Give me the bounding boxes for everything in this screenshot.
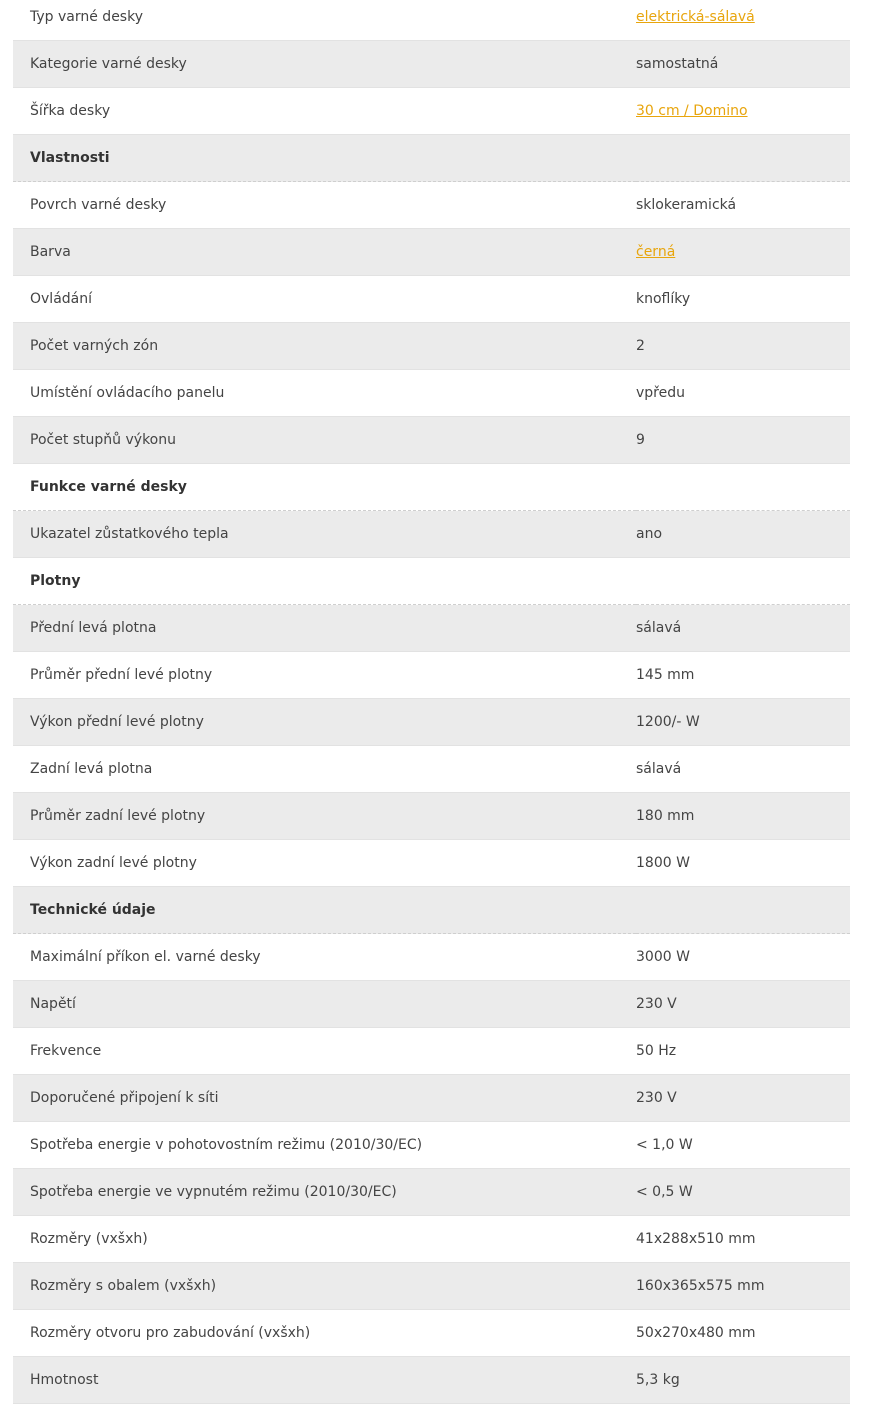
spec-row <box>13 1028 850 1075</box>
spec-row <box>13 746 850 793</box>
spec-value: 50 Hz <box>636 1043 677 1059</box>
spec-value: sklokeramická <box>636 197 737 213</box>
spec-value-cell <box>636 652 850 699</box>
spec-value: 230 V <box>636 996 677 1012</box>
spec-value: 230 V <box>636 1090 677 1106</box>
spec-row <box>13 699 850 746</box>
spec-label: Maximální příkon el. varné desky <box>13 934 636 981</box>
spec-label: Rozměry otvoru pro zabudování (vxšxh) <box>13 1310 636 1357</box>
spec-row <box>13 981 850 1028</box>
spec-value-cell <box>636 1122 850 1169</box>
spec-row <box>13 1169 850 1216</box>
spec-label: Kategorie varné desky <box>13 41 636 88</box>
spec-label: Výkon zadní levé plotny <box>13 840 636 887</box>
spec-value: 50x270x480 mm <box>636 1325 756 1341</box>
spec-value: < 0,5 W <box>636 1184 693 1200</box>
spec-value-cell <box>636 1075 850 1122</box>
spec-row <box>13 1263 850 1310</box>
spec-label: Přední levá plotna <box>13 605 636 652</box>
spec-label: Umístění ovládacího panelu <box>13 370 636 417</box>
spec-table-body <box>13 0 850 1404</box>
section-title: Technické údaje <box>13 887 850 934</box>
spec-value-cell <box>636 511 850 558</box>
spec-value-link[interactable]: černá <box>636 244 676 260</box>
spec-row <box>13 1310 850 1357</box>
spec-value-cell <box>636 1263 850 1310</box>
spec-label: Doporučené připojení k síti <box>13 1075 636 1122</box>
spec-value-cell <box>636 934 850 981</box>
spec-value: ano <box>636 526 663 542</box>
spec-value: 180 mm <box>636 808 695 824</box>
spec-value: < 1,0 W <box>636 1137 693 1153</box>
spec-value-cell <box>636 0 850 41</box>
spec-value-cell <box>636 1028 850 1075</box>
spec-row <box>13 41 850 88</box>
spec-value-cell <box>636 229 850 276</box>
section-title: Vlastnosti <box>13 135 850 182</box>
spec-row <box>13 323 850 370</box>
section-title: Funkce varné desky <box>13 464 850 511</box>
spec-value-cell <box>636 605 850 652</box>
spec-label: Povrch varné desky <box>13 182 636 229</box>
spec-section-header <box>13 135 850 182</box>
spec-row <box>13 88 850 135</box>
spec-value: vpředu <box>636 385 685 401</box>
spec-row <box>13 840 850 887</box>
spec-value-cell <box>636 88 850 135</box>
spec-value: 5,3 kg <box>636 1372 680 1388</box>
spec-row <box>13 229 850 276</box>
spec-value-link[interactable]: 30 cm / Domino <box>636 103 748 119</box>
spec-value: sálavá <box>636 761 682 777</box>
spec-value-cell <box>636 1169 850 1216</box>
spec-value: 1200/- W <box>636 714 700 730</box>
spec-label: Počet stupňů výkonu <box>13 417 636 464</box>
spec-value-cell <box>636 746 850 793</box>
spec-label: Napětí <box>13 981 636 1028</box>
spec-label: Spotřeba energie v pohotovostním režimu (2010/30/EC) <box>13 1122 636 1169</box>
spec-value-cell <box>636 276 850 323</box>
spec-value-cell <box>636 1357 850 1404</box>
spec-value: 1800 W <box>636 855 690 871</box>
spec-value: sálavá <box>636 620 682 636</box>
spec-label: Výkon přední levé plotny <box>13 699 636 746</box>
spec-label: Průměr zadní levé plotny <box>13 793 636 840</box>
spec-value-cell <box>636 1310 850 1357</box>
spec-label: Barva <box>13 229 636 276</box>
spec-row <box>13 934 850 981</box>
spec-row <box>13 1357 850 1404</box>
spec-value: knoflíky <box>636 291 691 307</box>
spec-row <box>13 182 850 229</box>
spec-label: Ovládání <box>13 276 636 323</box>
spec-row <box>13 652 850 699</box>
spec-label: Zadní levá plotna <box>13 746 636 793</box>
spec-value: 145 mm <box>636 667 695 683</box>
spec-row <box>13 1075 850 1122</box>
spec-row <box>13 417 850 464</box>
spec-value-cell <box>636 417 850 464</box>
spec-value-cell <box>636 793 850 840</box>
spec-section-header <box>13 887 850 934</box>
spec-label: Ukazatel zůstatkového tepla <box>13 511 636 558</box>
spec-row <box>13 793 850 840</box>
spec-row <box>13 0 850 41</box>
spec-value: 2 <box>636 338 645 354</box>
spec-label: Rozměry s obalem (vxšxh) <box>13 1263 636 1310</box>
spec-value-cell <box>636 1216 850 1263</box>
spec-label: Hmotnost <box>13 1357 636 1404</box>
spec-value: 3000 W <box>636 949 690 965</box>
spec-label: Průměr přední levé plotny <box>13 652 636 699</box>
spec-value-cell <box>636 41 850 88</box>
spec-value-cell <box>636 370 850 417</box>
spec-value: samostatná <box>636 56 719 72</box>
spec-value-link[interactable]: elektrická-sálavá <box>636 9 755 25</box>
spec-row <box>13 1122 850 1169</box>
spec-value: 41x288x510 mm <box>636 1231 756 1247</box>
spec-table <box>13 0 850 1404</box>
spec-row <box>13 370 850 417</box>
spec-label: Typ varné desky <box>13 0 636 41</box>
spec-section-header <box>13 464 850 511</box>
spec-value-cell <box>636 840 850 887</box>
spec-label: Rozměry (vxšxh) <box>13 1216 636 1263</box>
spec-row <box>13 276 850 323</box>
spec-value-cell <box>636 323 850 370</box>
spec-value-cell <box>636 182 850 229</box>
spec-value: 160x365x575 mm <box>636 1278 765 1294</box>
spec-value-cell <box>636 981 850 1028</box>
spec-section-header <box>13 558 850 605</box>
spec-label: Počet varných zón <box>13 323 636 370</box>
spec-label: Spotřeba energie ve vypnutém režimu (2010/30/EC) <box>13 1169 636 1216</box>
spec-label: Šířka desky <box>13 88 636 135</box>
spec-label: Frekvence <box>13 1028 636 1075</box>
spec-row <box>13 511 850 558</box>
section-title: Plotny <box>13 558 850 605</box>
spec-value: 9 <box>636 432 645 448</box>
spec-row <box>13 1216 850 1263</box>
spec-row <box>13 605 850 652</box>
spec-value-cell <box>636 699 850 746</box>
